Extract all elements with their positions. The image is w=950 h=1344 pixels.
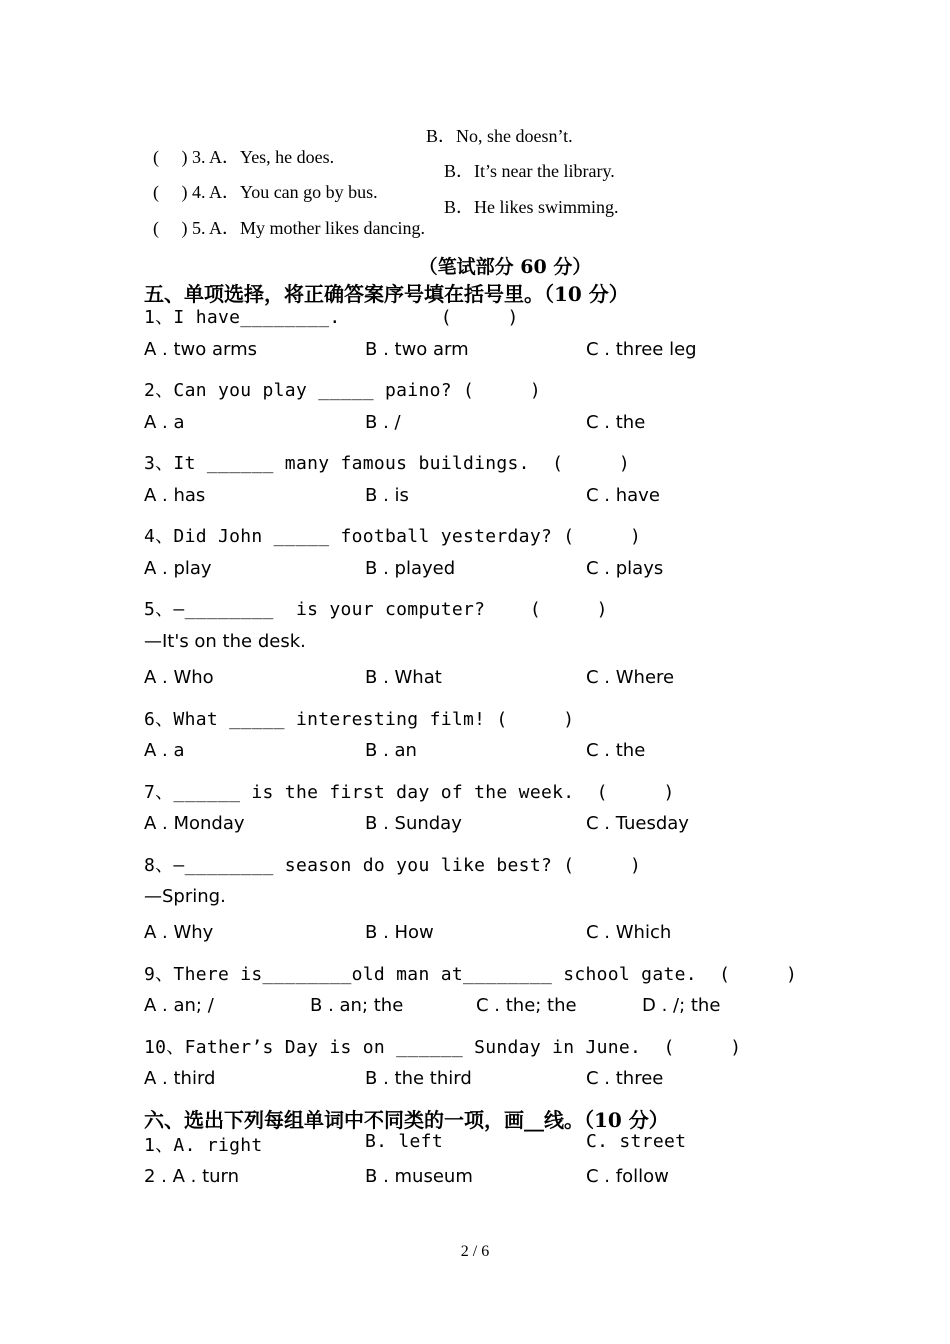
written-part-heading: （笔试部分 60 分） — [418, 256, 592, 278]
q8-option-a: A . Why — [144, 922, 214, 943]
q4-option-a: A . play — [144, 558, 212, 579]
q10-option-b: B . the third — [365, 1068, 472, 1089]
question-7: 7、______ is the first day of the week. ( ) — [144, 782, 675, 803]
listening-item-3-option-b: B．No, she doesn’t. — [426, 126, 573, 146]
q3-option-c: C . have — [586, 485, 660, 506]
s6-row-2-a: 2 . A . turn — [144, 1166, 240, 1187]
question-9: 9、There is________old man at________ school gate. ( ) — [144, 964, 798, 985]
q7-option-b: B . Sunday — [365, 813, 462, 834]
s6-row-2-b: B . museum — [365, 1166, 473, 1187]
q1-option-a: A . two arms — [144, 339, 258, 360]
q8-option-c: C . Which — [586, 922, 672, 943]
q7-option-a: A . Monday — [144, 813, 245, 834]
q3-option-b: B . is — [365, 485, 409, 506]
q3-option-a: A . has — [144, 485, 206, 506]
q4-option-c: C . plays — [586, 558, 664, 579]
q10-option-c: C . three — [586, 1068, 664, 1089]
listening-item-5-option-b: B．He likes swimming. — [444, 197, 619, 217]
question-10: 10、Father’s Day is on ______ Sunday in June. ( ) — [144, 1037, 742, 1058]
q6-option-a: A . a — [144, 740, 185, 761]
q7-option-c: C . Tuesday — [586, 813, 689, 834]
question-1: 1、I have________. ( ) — [144, 307, 519, 328]
q5-option-a: A . Who — [144, 667, 214, 688]
listening-item-5 — [144, 193, 425, 240]
q9-option-b: B . an; the — [310, 995, 404, 1016]
q9-option-d: D . /; the — [642, 995, 721, 1016]
question-4: 4、Did John _____ football yesterday? ( ) — [144, 526, 642, 547]
question-8: 8、—________ season do you like best? ( ) — [144, 855, 642, 876]
section-5-title: 五、单项选择，将正确答案序号填在括号里。（10 分） — [144, 282, 629, 306]
question-5: 5、—________ is your computer? ( ) — [144, 599, 608, 620]
s6-row-1-b: B. left — [365, 1131, 443, 1152]
q5-option-b: B . What — [365, 667, 442, 688]
q8-answer-line: —Spring. — [144, 886, 226, 907]
section-6-title: 六、选出下列每组单词中不同类的一项，画__线。（10 分） — [144, 1108, 669, 1132]
q2-option-b: B . / — [365, 412, 401, 433]
question-6: 6、What _____ interesting film! ( ) — [144, 709, 575, 730]
q2-option-a: A . a — [144, 412, 185, 433]
q1-option-b: B . two arm — [365, 339, 469, 360]
q10-option-a: A . third — [144, 1068, 216, 1089]
q5-answer-line: —It's on the desk. — [144, 631, 306, 652]
s6-row-1-c: C. street — [586, 1131, 687, 1152]
q2-option-c: C . the — [586, 412, 646, 433]
q6-option-b: B . an — [365, 740, 417, 761]
q5-option-c: C . Where — [586, 667, 675, 688]
q4-option-b: B . played — [365, 558, 456, 579]
listening-item-4-prefix: ( ) 4. A．You can go by bus. — [153, 182, 378, 202]
listening-item-3-prefix: ( ) 3. A．Yes, he does. — [153, 147, 335, 167]
q6-option-c: C . the — [586, 740, 646, 761]
q9-option-c: C . the; the — [476, 995, 577, 1016]
listening-item-5-prefix: ( ) 5. A．My mother likes dancing. — [153, 218, 425, 238]
question-3: 3、It ______ many famous buildings. ( ) — [144, 453, 631, 474]
listening-item-4-option-b: B．It’s near the library. — [444, 161, 615, 181]
question-2: 2、Can you play _____ paino? ( ) — [144, 380, 541, 401]
q9-option-a: A . an; / — [144, 995, 214, 1016]
s6-row-2-c: C . follow — [586, 1166, 669, 1187]
s6-row-1-a: 1、A. right — [144, 1135, 263, 1156]
page-number: 2 / 6 — [460, 1243, 490, 1260]
q8-option-b: B . How — [365, 922, 434, 943]
q1-option-c: C . three leg — [586, 339, 697, 360]
